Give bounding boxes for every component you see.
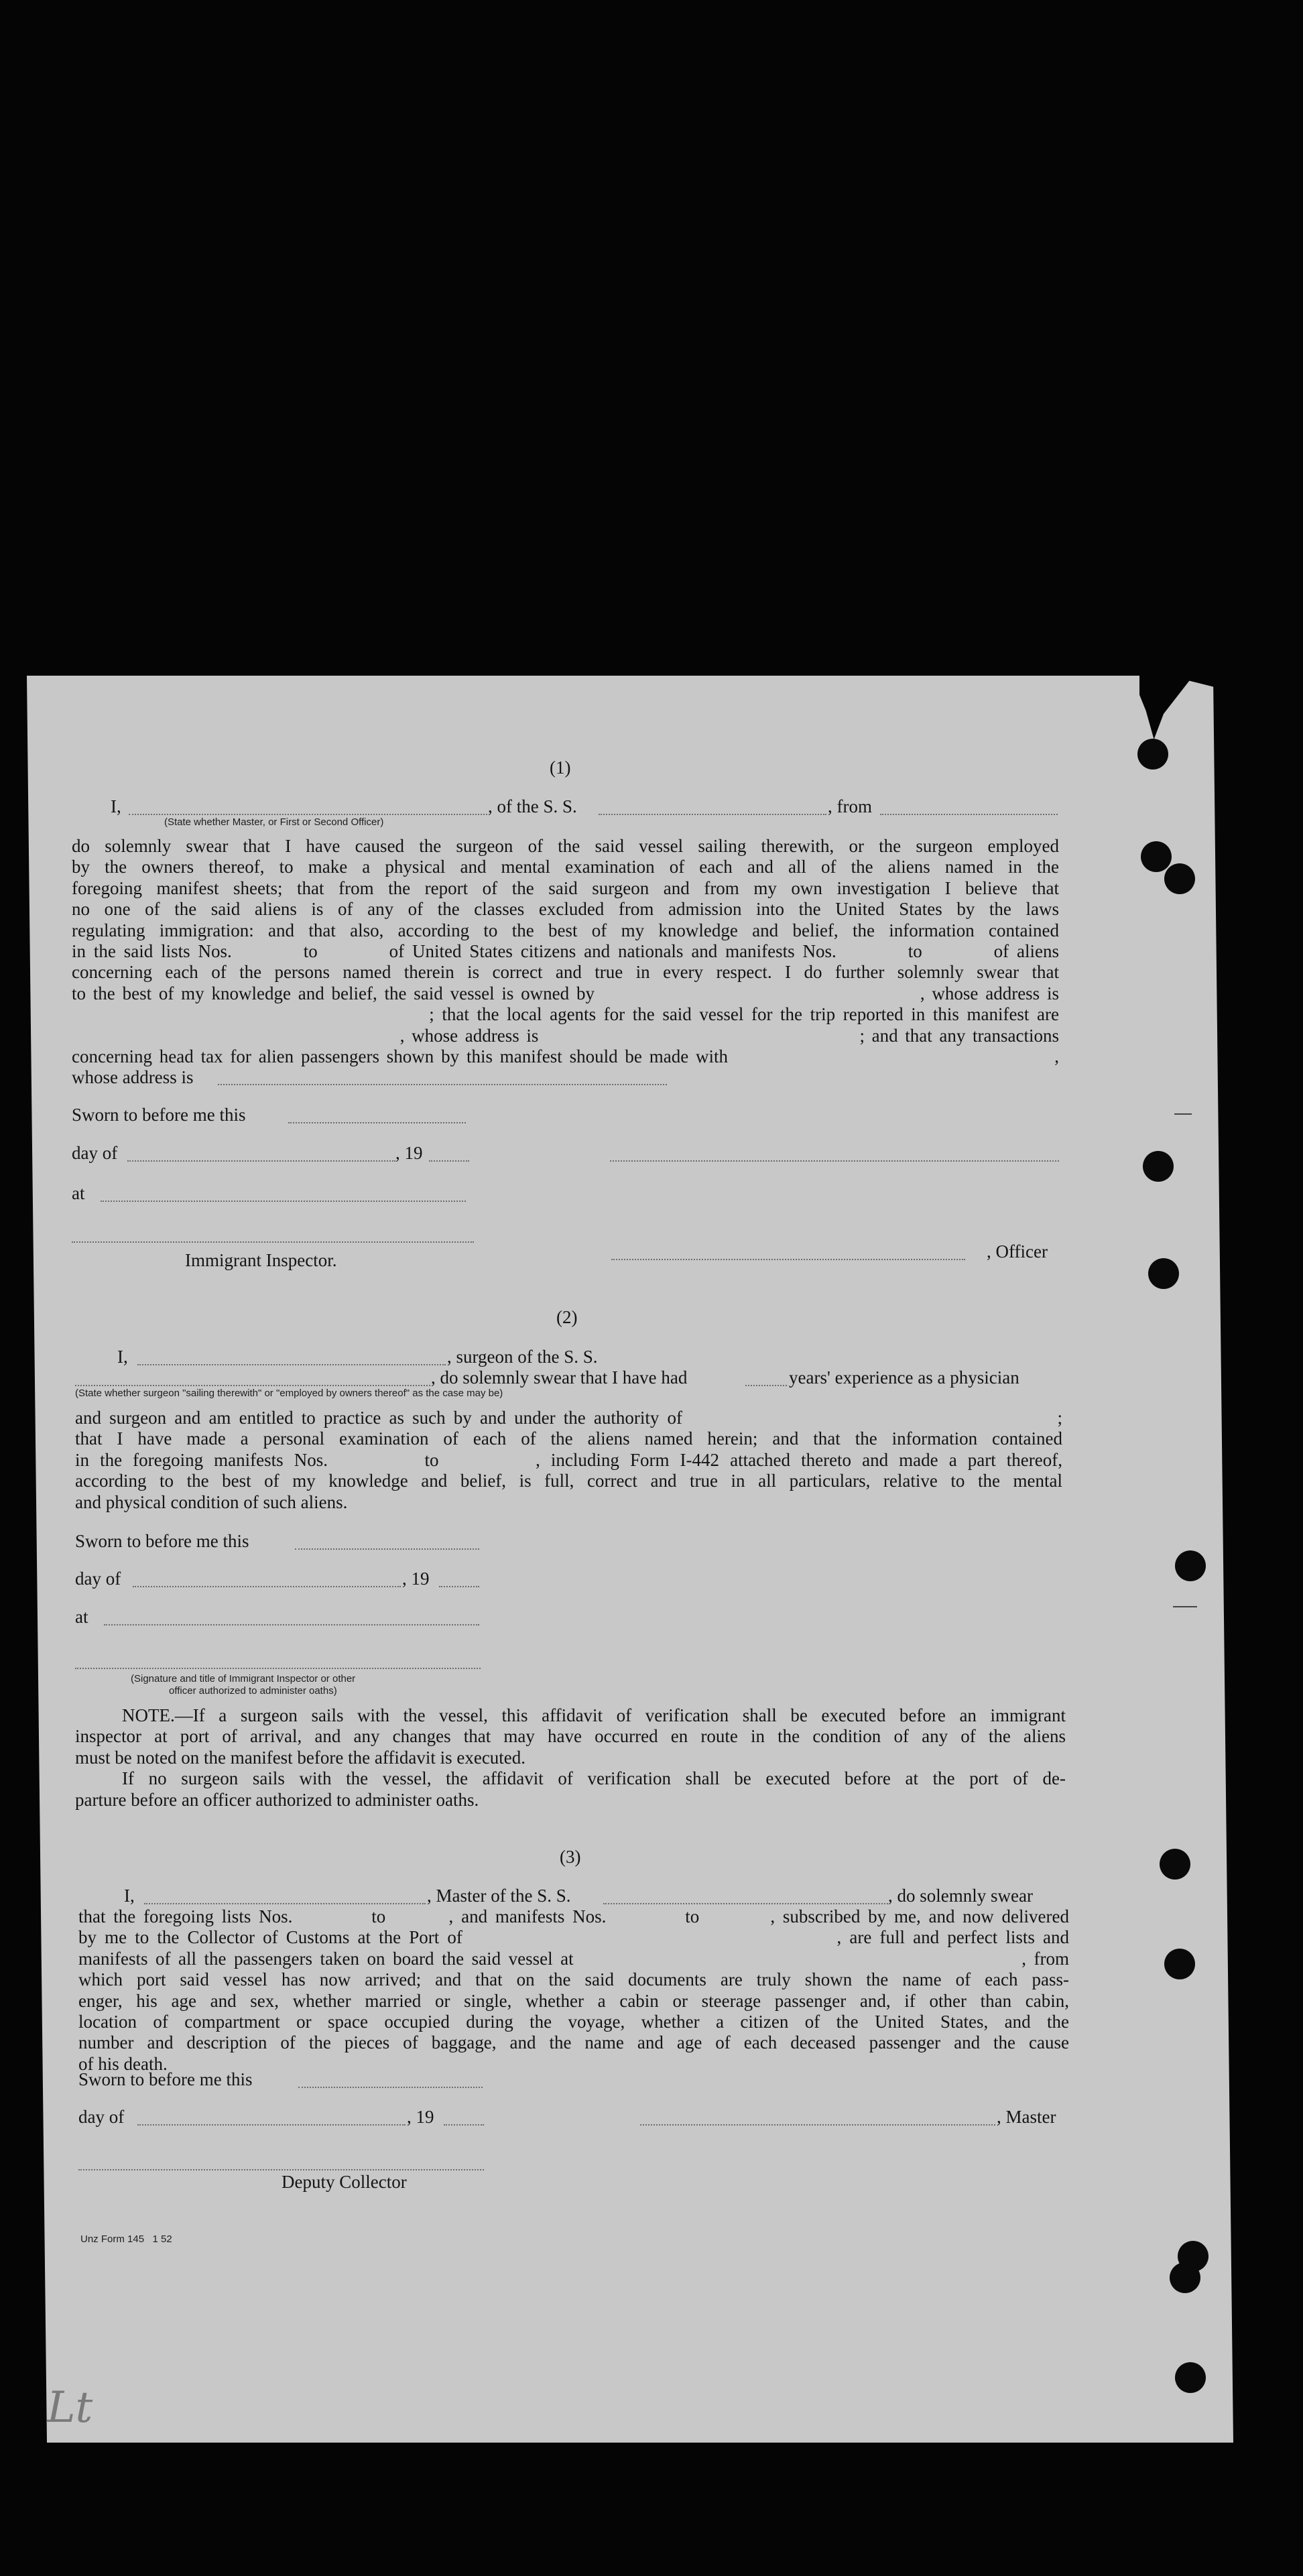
- s2-year: , 19: [402, 1569, 430, 1589]
- s1-line: regulating immigration: and that also, according to the best of my knowledge and belief, the information contained: [72, 920, 1059, 940]
- s1-line: foregoing manifest sheets; that from the report of the said surgeon and from my own investigation I believe that: [72, 877, 1059, 898]
- s3-master-of: , Master of the S. S.: [427, 1886, 571, 1906]
- s3-line: number and description of the pieces of baggage, and the name and age of each deceased passenger and the cause: [78, 2032, 1069, 2053]
- s1-officer: , Officer: [987, 1241, 1048, 1262]
- section-1-number: (1): [550, 757, 571, 778]
- handwritten-mark: Lt: [47, 2383, 93, 2433]
- s3-day-of: day of: [78, 2107, 125, 2127]
- s2-day-field[interactable]: [133, 1586, 401, 1587]
- s3-i-label: I,: [124, 1886, 135, 1906]
- s1-from: , from: [828, 796, 872, 816]
- s2-years-field[interactable]: [745, 1385, 787, 1386]
- note-line: parture before an officer authorized to administer oaths.: [75, 1789, 479, 1810]
- s1-officer-caption: (State whether Master, or First or Second Officer): [164, 816, 384, 828]
- s2-sworn: Sworn to before me this: [75, 1531, 249, 1551]
- s1-line: concerning each of the persons named therein is correct and true in every respect. I do further solemnly swear that: [72, 962, 1059, 983]
- s3-line: manifests of all the passengers taken on board the said vessel at , from: [78, 1948, 1069, 1969]
- form-number: Unz Form 145 1 52: [80, 2233, 172, 2245]
- s2-swear-b: years' experience as a physician: [789, 1367, 1019, 1388]
- s3-sworn-field[interactable]: [298, 2087, 483, 2088]
- s2-name-field[interactable]: [137, 1364, 446, 1365]
- note-line: inspector at port of arrival, and any changes that may have occurred en route in the condition of any of the aliens: [75, 1726, 1066, 1747]
- section-2-number: (2): [556, 1307, 578, 1327]
- s1-at: at: [72, 1183, 85, 1203]
- s2-sig-caption: officer authorized to administer oaths): [169, 1685, 337, 1697]
- s1-line: no one of the said aliens is of any of the classes excluded from admission into the United States by the laws: [72, 899, 1059, 920]
- edge-mark: [1174, 1113, 1192, 1115]
- punch-hole: [1170, 2262, 1200, 2293]
- s3-oath-text: [78, 1906, 1069, 2075]
- s3-swear: , do solemnly swear: [888, 1886, 1033, 1906]
- s1-line: whose address is: [72, 1067, 194, 1088]
- s2-vessel-field[interactable]: [75, 1385, 430, 1386]
- note-line: must be noted on the manifest before the affidavit is executed.: [75, 1747, 526, 1768]
- s1-inspector: Immigrant Inspector.: [185, 1250, 337, 1270]
- s3-line: by me to the Collector of Customs at the Port of , are full and perfect lists and: [78, 1927, 1069, 1948]
- s1-year-field[interactable]: [429, 1160, 469, 1162]
- s3-master-line[interactable]: [640, 2124, 995, 2126]
- s1-signature-line[interactable]: [610, 1160, 1059, 1162]
- s1-vessel-field[interactable]: [599, 814, 826, 815]
- s3-vessel-field[interactable]: [603, 1903, 888, 1904]
- s3-year: , 19: [407, 2107, 434, 2127]
- s1-oath-text: [72, 836, 1059, 1089]
- s1-line: ; that the local agents for the said vessel for the trip reported in this manifest are: [72, 1004, 1059, 1025]
- s2-at: at: [75, 1607, 88, 1627]
- punch-hole: [1143, 1151, 1174, 1182]
- punch-hole: [1148, 1258, 1179, 1289]
- s1-line: , whose address is ; and that any transactions: [72, 1025, 1059, 1046]
- s2-line: that I have made a personal examination of each of the aliens named herein; and that the information contained: [75, 1428, 1062, 1449]
- s2-sig-caption: (Signature and title of Immigrant Inspector or other: [131, 1673, 356, 1684]
- s1-year: , 19: [395, 1143, 423, 1163]
- s3-line: location of compartment or space occupied during the voyage, whether a citizen of the United States, and the: [78, 2012, 1069, 2032]
- s1-of-ss: , of the S. S.: [488, 796, 577, 816]
- s1-officer-line[interactable]: [611, 1259, 965, 1260]
- s2-day-of: day of: [75, 1569, 121, 1589]
- s2-line: according to the best of my knowledge and belief, is full, correct and true in all particulars, relative to the mental: [75, 1471, 1062, 1491]
- s3-name-field[interactable]: [144, 1903, 426, 1904]
- s2-signature-line[interactable]: [75, 1668, 481, 1669]
- punch-hole: [1160, 1849, 1190, 1880]
- s3-line: enger, his age and sex, whether married or single, whether a cabin or steerage passenger and, if other than cabin,: [78, 1990, 1069, 2011]
- s1-whose-address-field[interactable]: [218, 1084, 667, 1085]
- s1-line: to the best of my knowledge and belief, the said vessel is owned by , whose address is: [72, 983, 1059, 1003]
- note-text: [75, 1705, 1066, 1811]
- s3-line: which port said vessel has now arrived; and that on the said documents are truly shown the name of each pass-: [78, 1969, 1069, 1990]
- s3-sworn: Sworn to before me this: [78, 2069, 253, 2089]
- s3-deputy-line[interactable]: [78, 2169, 484, 2170]
- punch-hole: [1164, 1949, 1195, 1979]
- s2-at-field[interactable]: [104, 1624, 479, 1626]
- note-line: If no surgeon sails with the vessel, the affidavit of verification shall be executed before at the port of de-: [122, 1768, 1066, 1789]
- s3-year-field[interactable]: [444, 2124, 484, 2126]
- s1-sworn-field[interactable]: [288, 1122, 466, 1123]
- punch-hole: [1141, 841, 1172, 872]
- s1-i-label: I,: [111, 796, 121, 816]
- s1-from-field[interactable]: [880, 814, 1058, 815]
- s2-line: and physical condition of such aliens.: [75, 1491, 348, 1512]
- s3-line: that the foregoing lists Nos. to , and manifests Nos. to , subscribed by me, and now delivered: [78, 1906, 1069, 1926]
- s1-line: concerning head tax for alien passengers shown by this manifest should be made with ,: [72, 1046, 1059, 1067]
- s1-line: in the said lists Nos. to of United States citizens and nationals and manifests Nos. to of aliens: [72, 941, 1059, 962]
- s2-caption: (State whether surgeon "sailing therewith" or "employed by owners thereof" as the case may be): [75, 1388, 503, 1399]
- s2-oath-text: [75, 1408, 1062, 1513]
- s2-swear-a: , do solemnly swear that I have had: [431, 1367, 688, 1388]
- s1-line: do solemnly swear that I have caused the surgeon of the said vessel sailing therewith, or the surgeon employed: [72, 836, 1059, 856]
- punch-hole: [1175, 1550, 1206, 1581]
- section-3-number: (3): [560, 1847, 581, 1867]
- s1-inspector-line[interactable]: [72, 1241, 474, 1243]
- s2-line: and surgeon and am entitled to practice as such by and under the authority of ;: [75, 1408, 1062, 1428]
- s1-sworn: Sworn to before me this: [72, 1105, 246, 1125]
- s2-line: in the foregoing manifests Nos. to , including Form I-442 attached thereto and made a part thereof,: [75, 1449, 1062, 1470]
- s3-master: , Master: [997, 2107, 1056, 2127]
- punch-hole: [1175, 2362, 1206, 2393]
- s1-day-field[interactable]: [127, 1160, 395, 1162]
- s3-deputy: Deputy Collector: [282, 2172, 407, 2192]
- punch-hole: [1137, 739, 1168, 770]
- s3-line: of his death.: [78, 2053, 168, 2074]
- note-line: NOTE.—If a surgeon sails with the vessel, this affidavit of verification shall be executed before an immigrant: [122, 1705, 1066, 1725]
- edge-mark: [1173, 1606, 1197, 1607]
- s2-surgeon-of: , surgeon of the S. S.: [447, 1347, 598, 1367]
- s1-officer-field[interactable]: [129, 814, 487, 815]
- s2-sworn-field[interactable]: [295, 1548, 479, 1550]
- s3-day-field[interactable]: [137, 2124, 406, 2126]
- punch-hole: [1164, 863, 1195, 894]
- s1-day-of: day of: [72, 1143, 118, 1163]
- s1-at-field[interactable]: [101, 1201, 466, 1202]
- s1-line: by the owners thereof, to make a physical and mental examination of each and all of the aliens named in the: [72, 857, 1059, 877]
- s2-year-field[interactable]: [439, 1586, 479, 1587]
- s2-i-label: I,: [117, 1347, 128, 1367]
